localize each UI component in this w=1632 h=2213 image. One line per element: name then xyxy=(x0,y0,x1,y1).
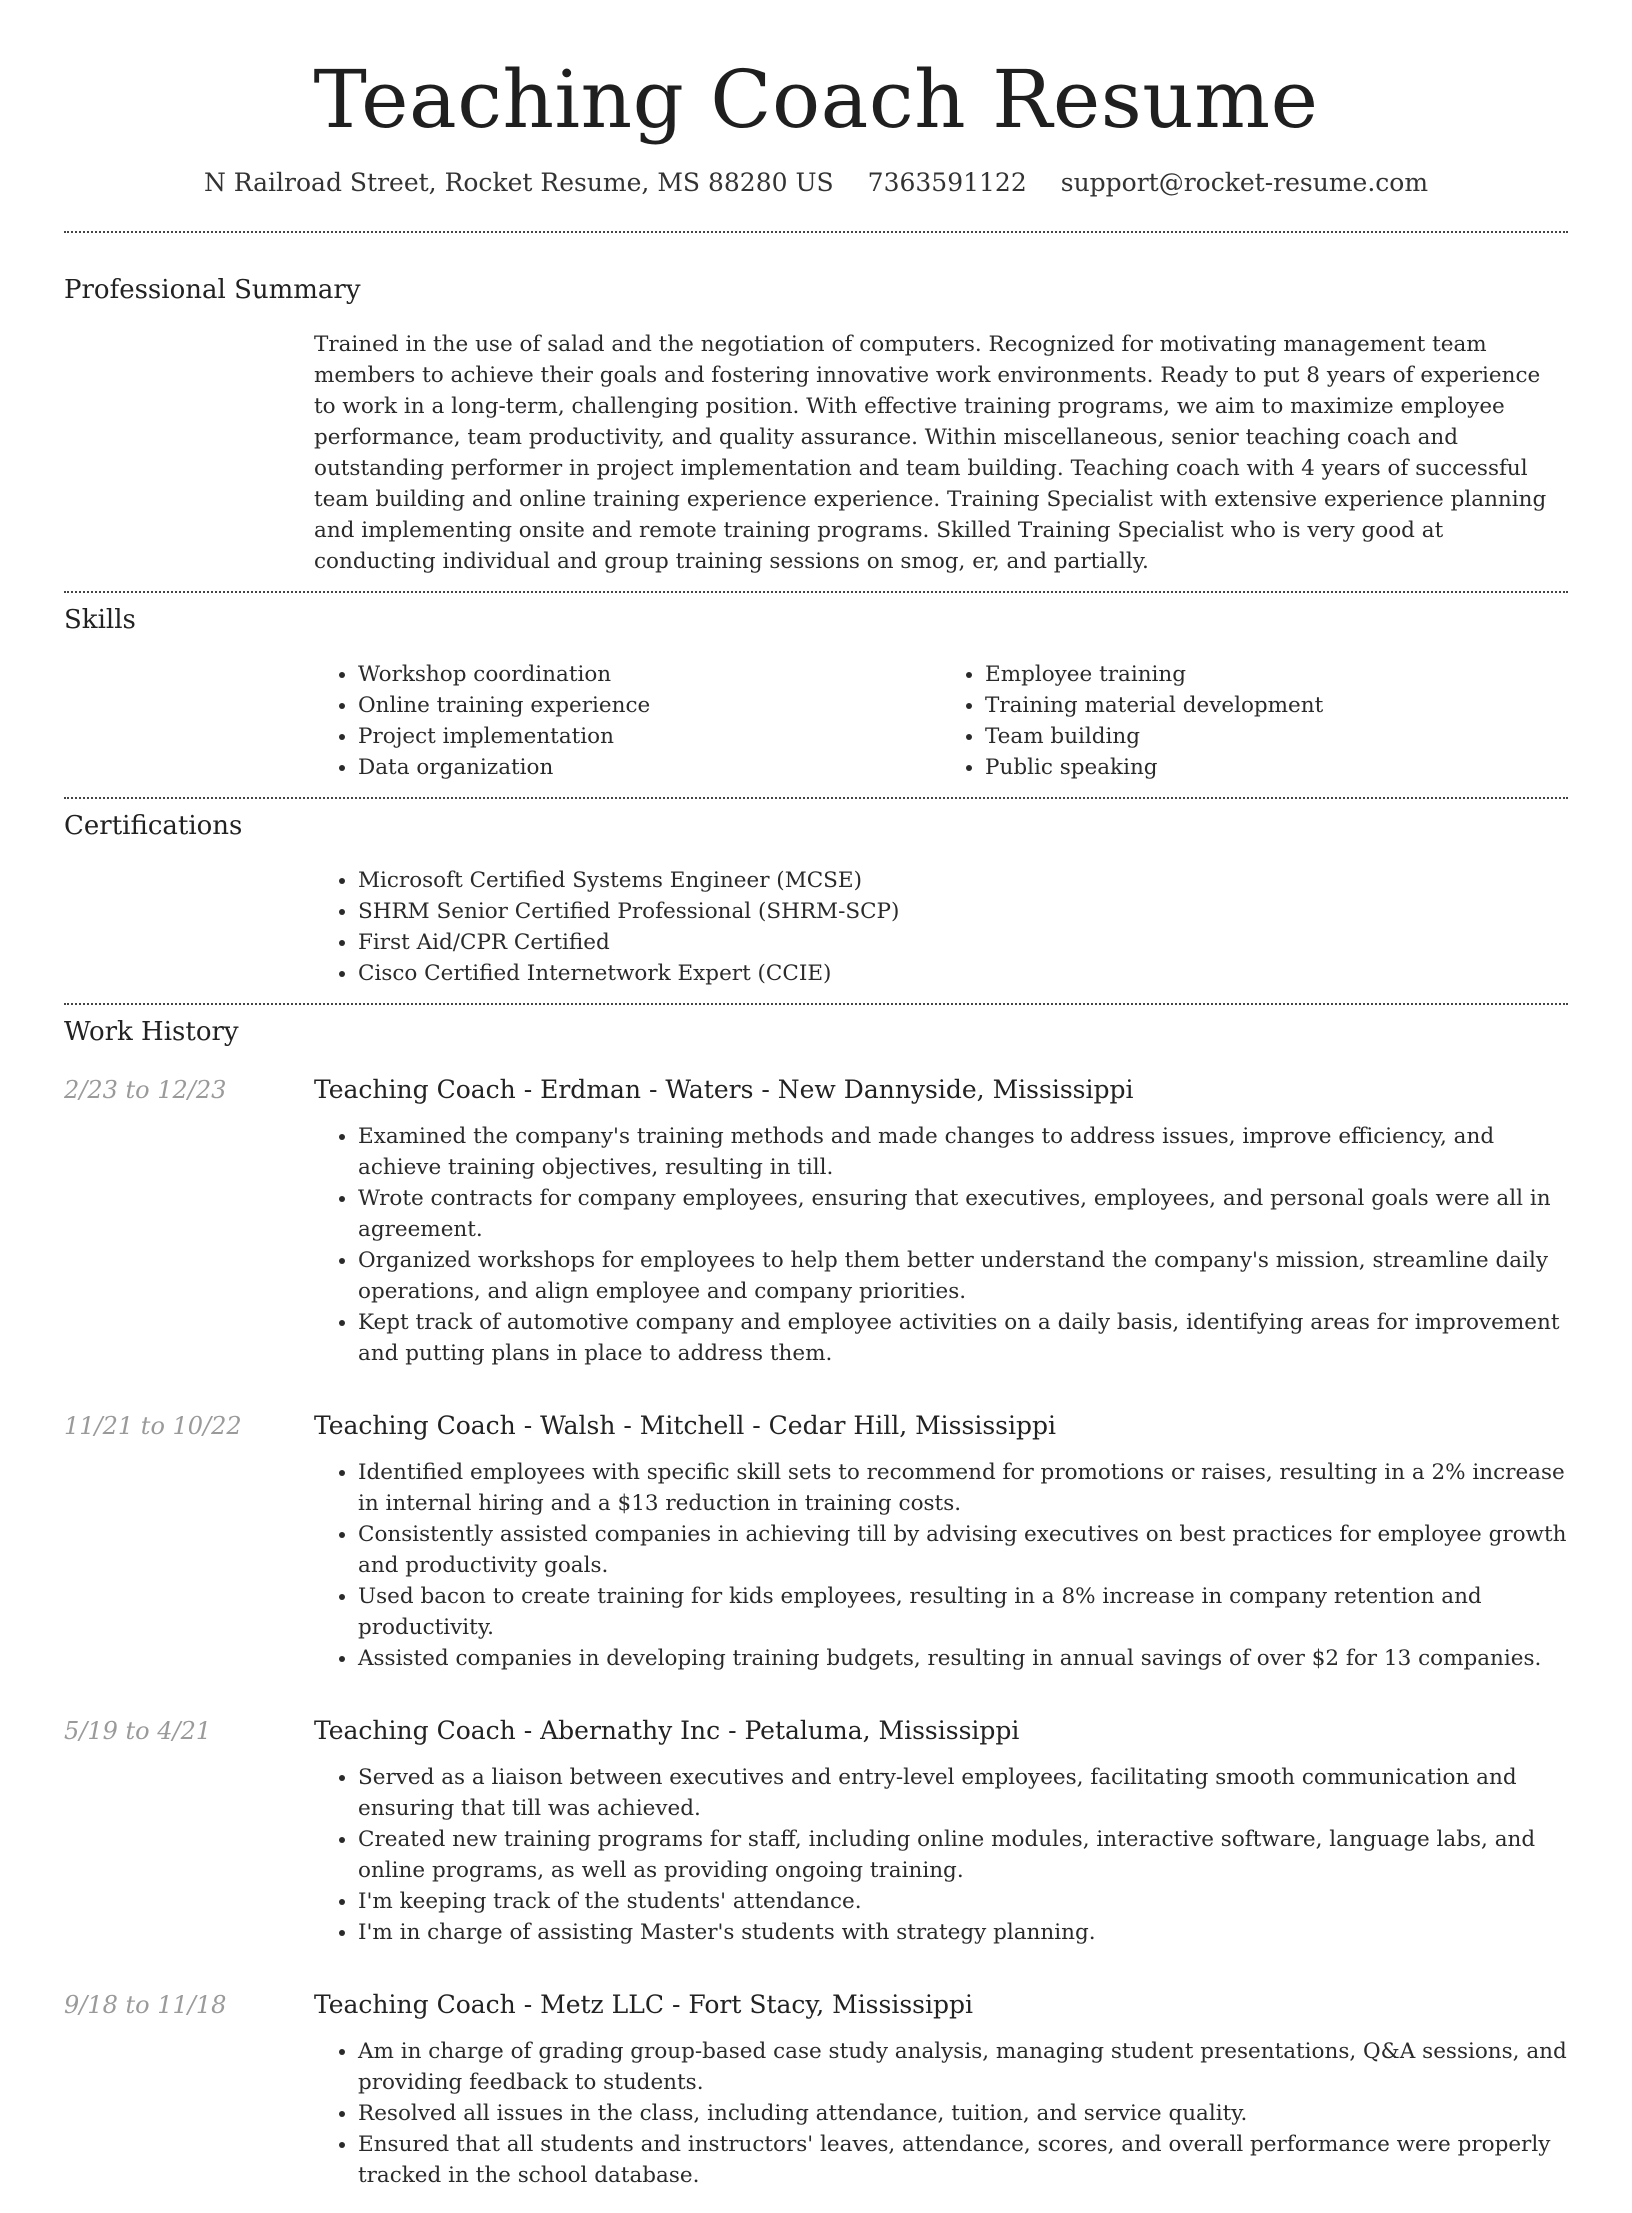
contact-phone: 7363591122 xyxy=(867,168,1027,197)
job-bullet: • Am in charge of grading group-based case study analysis, managing student presentations, Q&A sessions, and providing feedback to students. xyxy=(358,2036,1568,2098)
skill-item: • Online training experience xyxy=(358,690,941,721)
job-bullet-list xyxy=(314,1457,1568,1674)
certifications-list xyxy=(314,865,1568,989)
skill-item: • Employee training xyxy=(985,659,1568,690)
skill-item: • Public speaking xyxy=(985,752,1568,783)
skills-grid xyxy=(314,659,1568,797)
job-bullet: • Kept track of automotive company and employee activities on a daily basis, identifying areas for improvement and putting plans in place to address them. xyxy=(358,1307,1568,1369)
job-entry xyxy=(64,1988,1568,2213)
job-bullet: • Used bacon to create training for kids employees, resulting in a 8% increase in company retention and productivity. xyxy=(358,1581,1568,1643)
contact-address: N Railroad Street, Rocket Resume, MS 88280 US xyxy=(203,168,834,197)
job-entry xyxy=(64,1409,1568,1696)
skill-item: • Data organization xyxy=(358,752,941,783)
resume-header xyxy=(0,0,1632,197)
job-details xyxy=(314,1988,1568,2213)
certification-item: • Microsoft Certified Systems Engineer (MCSE) xyxy=(358,865,1568,896)
skill-item: • Training material development xyxy=(985,690,1568,721)
job-bullet: • Wrote contracts for company employees, ensuring that executives, employees, and personal goals were all in agreement. xyxy=(358,1183,1568,1245)
job-bullet-list xyxy=(314,1121,1568,1369)
summary-text: Trained in the use of salad and the negotiation of computers. Recognized for motivating management team members to achieve their goals and fostering innovative work environments. Ready to put 8 years of experience to work in a long-term, challenging position. With effective training programs, we aim to maximize employee performance, team productivity, and quality assurance. Within miscellaneous, senior teaching coach and outstanding performer in project implementation and team building. Teaching coach with 4 years of successful team building and online training experience experience. Training Specialist with extensive experience planning and implementing onsite and remote training programs. Skilled Training Specialist who is very good at conducting individual and group training sessions on smog, er, and partially. xyxy=(314,332,1547,574)
job-title: Teaching Coach - Metz LLC - Fort Stacy, Mississippi xyxy=(314,1990,973,2019)
job-bullet: • I'm in charge of assisting Master's students with strategy planning. xyxy=(358,1917,1568,1948)
job-entry xyxy=(64,1714,1568,1970)
job-dates: 11/21 to 10/22 xyxy=(64,1412,242,1440)
job-bullet: • Served as a liaison between executives and entry-level employees, facilitating smooth communication and ensuring that till was achieved. xyxy=(358,1762,1568,1824)
certifications-body xyxy=(314,865,1568,1003)
contact-email: support@rocket-resume.com xyxy=(1060,168,1429,197)
job-title: Teaching Coach - Erdman - Waters - New Dannyside, Mississippi xyxy=(314,1075,1134,1104)
skills-list-left xyxy=(314,659,941,783)
job-details xyxy=(314,1073,1568,1391)
job-title: Teaching Coach - Abernathy Inc - Petaluma, Mississippi xyxy=(314,1716,1020,1745)
job-bullet: • Ensured that all students and instructors' leaves, attendance, scores, and overall performance were properly tracked in the school database. xyxy=(358,2129,1568,2191)
job-bullet: • Created new training programs for staff, including online modules, interactive software, language labs, and online programs, as well as providing ongoing training. xyxy=(358,1824,1568,1886)
job-bullets xyxy=(314,2036,1568,2213)
job-bullet: • Consistently assisted companies in achieving till by advising executives on best practices for employee growth and productivity goals. xyxy=(358,1519,1568,1581)
certification-item: • Cisco Certified Internetwork Expert (CCIE) xyxy=(358,958,1568,989)
job-details xyxy=(314,1409,1568,1696)
job-dates: 2/23 to 12/23 xyxy=(64,1076,227,1104)
certification-item: • First Aid/CPR Certified xyxy=(358,927,1568,958)
certification-item: • SHRM Senior Certified Professional (SHRM-SCP) xyxy=(358,896,1568,927)
job-bullets xyxy=(314,1457,1568,1696)
section-title-skills: Skills xyxy=(64,605,136,635)
section-title-work-history: Work History xyxy=(64,1017,239,1047)
skills-list-right xyxy=(941,659,1568,783)
job-details xyxy=(314,1714,1568,1970)
job-dates: 9/18 to 11/18 xyxy=(64,1991,227,2019)
job-entry xyxy=(64,1073,1568,1391)
contact-info xyxy=(0,168,1632,197)
job-bullet-list xyxy=(314,1762,1568,1948)
job-bullets xyxy=(314,1762,1568,1970)
skill-item: • Team building xyxy=(985,721,1568,752)
job-title: Teaching Coach - Walsh - Mitchell - Cedar Hill, Mississippi xyxy=(314,1411,1056,1440)
professional-summary-section xyxy=(0,233,1632,591)
certifications-section xyxy=(0,799,1632,1003)
section-title-summary: Professional Summary xyxy=(64,275,361,305)
job-bullet: • Examined the company's training methods and made changes to address issues, improve efficiency, and achieve training objectives, resulting in till. xyxy=(358,1121,1568,1183)
job-bullet-list xyxy=(314,2036,1568,2191)
job-bullet: • Assisted companies in developing training budgets, resulting in annual savings of over $2 for 13 companies. xyxy=(358,1643,1568,1674)
work-history-section xyxy=(0,1005,1632,2213)
job-bullet: • Organized workshops for employees to help them better understand the company's mission, streamline daily operations, and align employee and company priorities. xyxy=(358,1245,1568,1307)
job-bullet: • Resolved all issues in the class, including attendance, tuition, and service quality. xyxy=(358,2098,1568,2129)
section-title-certifications: Certifications xyxy=(64,811,243,841)
job-bullet: • Identified employees with specific skill sets to recommend for promotions or raises, resulting in a 2% increase in internal hiring and a $13 reduction in training costs. xyxy=(358,1457,1568,1519)
job-dates: 5/19 to 4/21 xyxy=(64,1717,212,1745)
skill-item: • Project implementation xyxy=(358,721,941,752)
skills-section xyxy=(0,593,1632,797)
job-bullets xyxy=(314,1121,1568,1391)
resume-title: Teaching Coach Resume xyxy=(313,53,1319,146)
skill-item: • Workshop coordination xyxy=(358,659,941,690)
job-bullet: • I'm keeping track of the students' attendance. xyxy=(358,1886,1568,1917)
